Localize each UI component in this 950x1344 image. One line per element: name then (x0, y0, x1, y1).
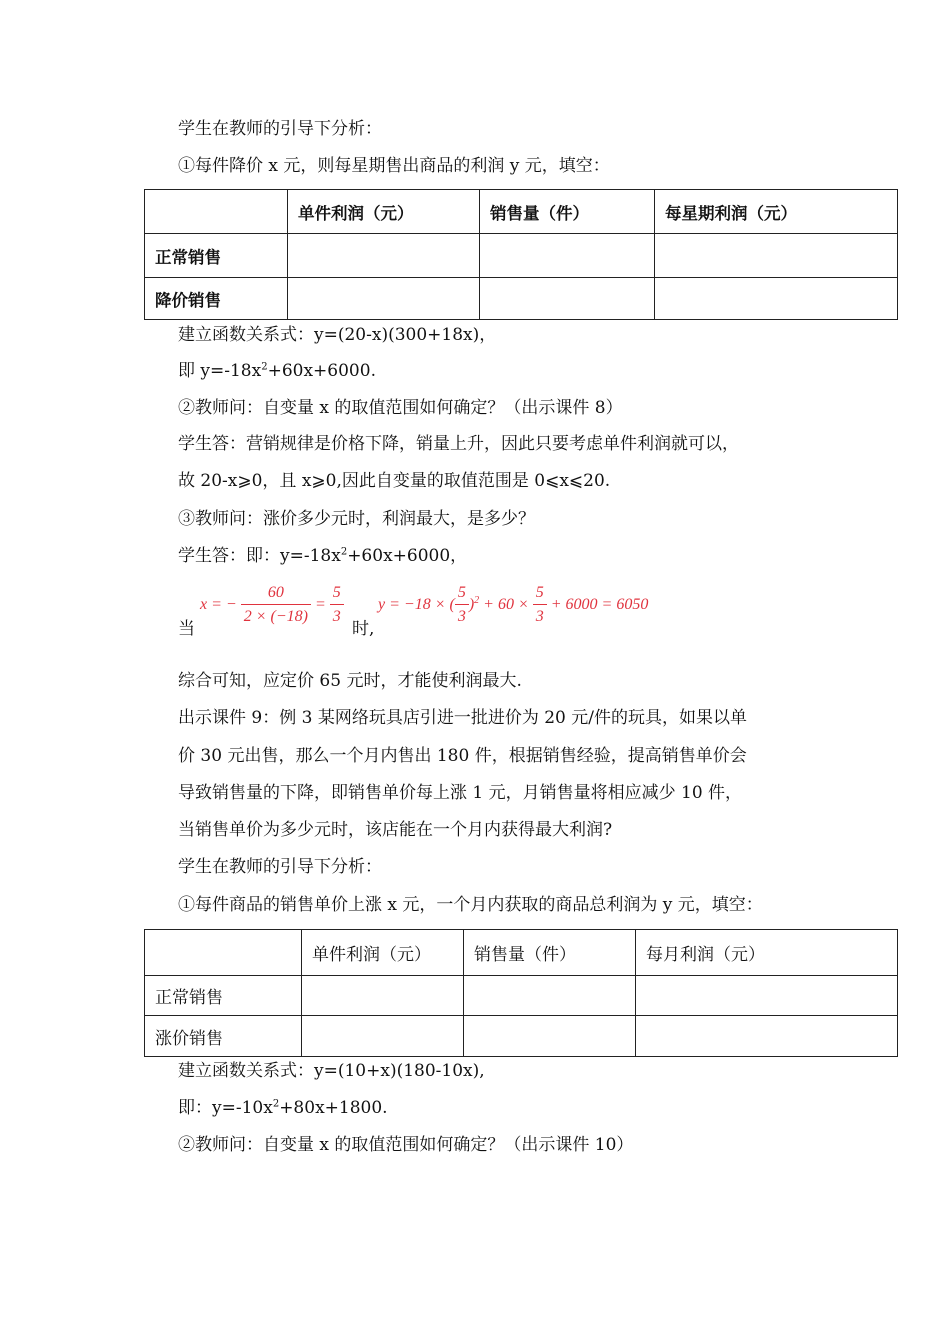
table-header-row (145, 190, 898, 234)
fraction (330, 582, 344, 629)
table-cell (655, 234, 898, 278)
text-line: ①每件降价 x 元，则每星期售出商品的利润 y 元，填空： (178, 156, 610, 176)
text-span: +80x+1800. (279, 1098, 388, 1118)
table-row-label: 正常销售 (145, 234, 288, 278)
text-line: 综合可知，应定价 65 元时，才能使利润最大. (178, 671, 522, 691)
table-monthly-profit (144, 929, 898, 1057)
table-cell (288, 234, 480, 278)
text-line (178, 360, 376, 382)
text-line: 出示课件 9：例 3 某网络玩具店引进一批进价为 20 元/件的玩具，如果以单 (178, 708, 748, 728)
fraction-denominator: 3 (332, 608, 341, 625)
table-cell (636, 1016, 898, 1057)
formula-text: = (314, 596, 326, 614)
fraction-denominator: 3 (535, 608, 544, 625)
text-line: 建立函数关系式：y=(20-x)(300+18x)， (178, 325, 497, 345)
table-cell (480, 234, 655, 278)
table-header-row (145, 930, 898, 976)
table-row (145, 1016, 898, 1057)
text-span: 学生答：即：y=-18x (178, 546, 341, 566)
table-header-cell: 销售量（件） (480, 190, 655, 234)
text-span: 时, (352, 619, 375, 639)
formula-x (200, 582, 344, 629)
text-line: ①每件商品的销售单价上涨 x 元，一个月内获取的商品总利润为 y 元，填空： (178, 895, 763, 915)
fraction (241, 582, 311, 629)
table-row-label: 涨价销售 (145, 1016, 302, 1057)
table-header-cell: 销售量（件） (464, 930, 636, 976)
formula-text: + 60 × (483, 596, 529, 614)
text-span: 即 y=-18x (178, 361, 262, 381)
text-line: ②教师问：自变量 x 的取值范围如何确定？（出示课件 8） (178, 398, 623, 418)
table-header-cell: 每月利润（元） (636, 930, 898, 976)
table-cell (302, 1016, 464, 1057)
fraction-numerator: 60 (241, 582, 311, 605)
table-header-cell: 单件利润（元） (302, 930, 464, 976)
text-line: 学生在教师的引导下分析： (178, 857, 382, 877)
text-line: 建立函数关系式：y=(10+x)(180-10x), (178, 1061, 485, 1081)
text-span: 即：y=-10x (178, 1098, 273, 1118)
table-cell (288, 278, 480, 320)
formula-text: x = − (200, 596, 237, 614)
fraction-numerator: 5 (455, 582, 469, 605)
table-cell (145, 930, 302, 976)
text-line: ③教师问：涨价多少元时，利润最大，是多少？ (178, 509, 535, 529)
table-cell (480, 278, 655, 320)
fraction-denominator: 3 (457, 608, 466, 625)
table-row (145, 278, 898, 320)
superscript: 2 (340, 546, 348, 558)
fraction-numerator: 5 (330, 582, 344, 605)
text-line (178, 1097, 388, 1119)
table-weekly-profit (144, 189, 898, 320)
superscript: 2 (272, 1098, 280, 1110)
text-line: 学生在教师的引导下分析： (178, 119, 382, 139)
table-cell (145, 190, 288, 234)
table-row (145, 234, 898, 278)
text-line: 价 30 元出售，那么一个月内售出 180 件，根据销售经验，提高销售单价会 (178, 746, 747, 766)
table-cell (464, 1016, 636, 1057)
superscript: 2 (261, 361, 268, 373)
text-line (178, 545, 467, 567)
text-line: 当销售单价为多少元时，该店能在一个月内获得最大利润? (178, 820, 613, 840)
table-cell (636, 976, 898, 1016)
fraction-denominator: 2 × (−18) (243, 608, 308, 625)
table-cell (302, 976, 464, 1016)
superscript: 2 (474, 594, 480, 606)
text-span: 当 (178, 619, 195, 639)
table-row-label: 正常销售 (145, 976, 302, 1016)
table-cell (655, 278, 898, 320)
text-line: ②教师问：自变量 x 的取值范围如何确定？（出示课件 10） (178, 1135, 634, 1155)
text-span: +60x+6000， (347, 546, 468, 566)
text-span: +60x+6000. (267, 361, 376, 381)
table-row (145, 976, 898, 1016)
table-row-label: 降价销售 (145, 278, 288, 320)
formula-text: y = −18 × ( (378, 596, 455, 614)
fraction (533, 582, 547, 629)
formula-y (378, 582, 648, 629)
table-cell (464, 976, 636, 1016)
table-header-cell: 单件利润（元） (288, 190, 480, 234)
table-header-cell: 每星期利润（元） (655, 190, 898, 234)
text-line: 导致销售量的下降，即销售单价每上涨 1 元，月销售量将相应减少 10 件， (178, 783, 743, 803)
formula-text: ) (468, 596, 475, 614)
text-line: 故 20-x⩾0，且 x⩾0,因此自变量的取值范围是 0⩽x⩽20. (178, 471, 611, 491)
fraction-numerator: 5 (533, 582, 547, 605)
fraction (455, 582, 469, 629)
formula-text: + 6000 = 6050 (550, 596, 649, 614)
text-line: 学生答：营销规律是价格下降，销量上升，因此只要考虑单件利润就可以， (178, 434, 739, 454)
